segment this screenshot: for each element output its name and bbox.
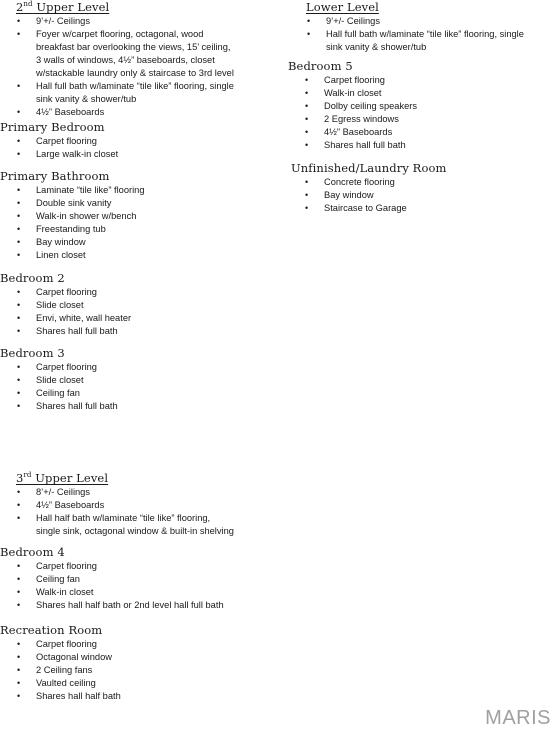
list-item: • Shares hall half bath [0,690,121,703]
list-item: • Dolby ceiling speakers [288,100,417,113]
bullet-list [0,15,234,119]
section-primary-bedroom [0,120,118,161]
list-item: • Carpet flooring [0,135,118,148]
section-recreation-room [0,623,121,703]
section-heading: Lower Level [306,0,379,14]
bullet-list [290,15,524,54]
list-item: • Hall half bath w/laminate “tile like” flooring, single sink, octagonal window & built-in shelving [0,512,234,538]
section-heading: Unfinished/Laundry Room [291,161,447,175]
section-primary-bathroom [0,169,145,262]
list-item: • 4½” Baseboards [288,126,417,139]
section-heading: Bedroom 5 [288,59,353,73]
list-item: • 9’+/- Ceilings [290,15,524,28]
bullet-list [0,286,131,338]
section-heading: Bedroom 2 [0,271,65,285]
list-item: • Shares hall full bath [0,325,131,338]
section-heading: 2nd Upper Level [16,0,110,14]
list-item: • Vaulted ceiling [0,677,121,690]
watermark-logo: MARIS [485,707,551,729]
list-item: • Linen closet [0,249,145,262]
section-2nd-upper-level [16,0,234,119]
list-item: • Shares hall half bath or 2nd level hall full bath [0,599,224,612]
list-item: • Concrete flooring [288,176,447,189]
list-item: • Carpet flooring [0,361,118,374]
list-item: • Carpet flooring [0,286,131,299]
bullet-list [0,135,118,161]
list-item: • 9’+/- Ceilings [0,15,234,28]
section-heading: Bedroom 4 [0,545,65,559]
bullet-list [0,361,118,413]
list-item: • Large walk-in closet [0,148,118,161]
section-heading: Recreation Room [0,623,103,637]
list-item: • Carpet flooring [0,638,121,651]
list-item: • Staircase to Garage [288,202,447,215]
list-item: • 2 Ceiling fans [0,664,121,677]
list-item: • Laminate “tile like” flooring [0,184,145,197]
list-item: • Shares hall full bath [288,139,417,152]
section-heading: Primary Bathroom [0,169,110,183]
section-heading: Bedroom 3 [0,346,65,360]
list-item: • Walk-in closet [0,586,224,599]
section-heading: 3rd Upper Level [16,471,109,485]
list-item: • Octagonal window [0,651,121,664]
list-item: • 4½” Baseboards [0,499,234,512]
list-item: • Envi, white, wall heater [0,312,131,325]
list-item: • Slide closet [0,299,131,312]
list-item: • 4½” Baseboards [0,106,234,119]
bullet-list [0,184,145,262]
list-item: • Hall full bath w/laminate “tile like” flooring, single sink vanity & shower/tub [290,28,524,54]
section-unfinished-laundry-room [291,161,447,215]
section-lower-level [306,0,524,54]
list-item: • 8’+/- Ceilings [0,486,234,499]
list-item: • Walk-in closet [288,87,417,100]
bullet-list [0,638,121,703]
list-item: • Freestanding tub [0,223,145,236]
section-bedroom-4 [0,545,224,612]
section-bedroom-2 [0,271,131,338]
bullet-list [288,74,417,152]
list-item: • Double sink vanity [0,197,145,210]
list-item: • Walk-in shower w/bench [0,210,145,223]
list-item: • Hall full bath w/laminate “tile like” flooring, single sink vanity & shower/tub [0,80,234,106]
list-item: • 2 Egress windows [288,113,417,126]
list-item: • Bay window [0,236,145,249]
list-item: • Bay window [288,189,447,202]
section-heading: Primary Bedroom [0,120,105,134]
list-item: • Slide closet [0,374,118,387]
section-bedroom-5 [288,59,417,152]
list-item: • Shares hall full bath [0,400,118,413]
bullet-list [0,486,234,538]
section-bedroom-3 [0,346,118,413]
section-3rd-upper-level [16,471,234,538]
list-item: • Carpet flooring [0,560,224,573]
list-item: • Carpet flooring [288,74,417,87]
bullet-list [288,176,447,215]
bullet-list [0,560,224,612]
list-item: • Ceiling fan [0,573,224,586]
list-item: • Ceiling fan [0,387,118,400]
list-item: • Foyer w/carpet flooring, octagonal, wood breakfast bar overlooking the views, 15’ ceiling, 3 walls of windows, 4½” baseboards, closet w/stackable laundry only & staircase to 3rd level [0,28,234,80]
